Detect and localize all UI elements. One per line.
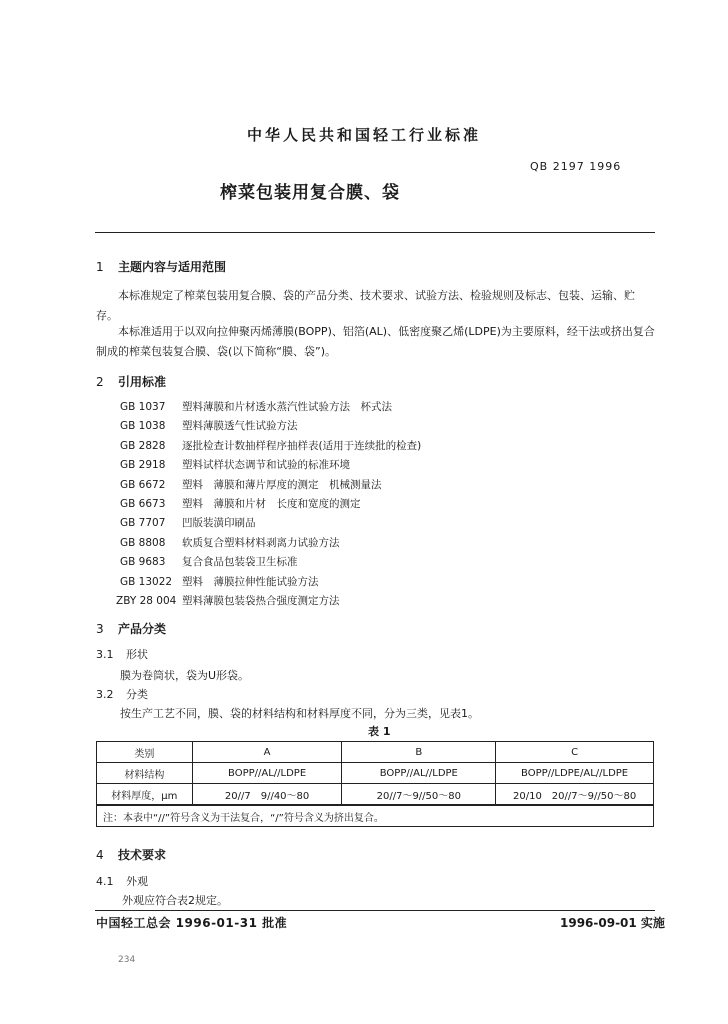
ref-code: GB 7707 — [120, 517, 166, 530]
list-item — [120, 398, 421, 417]
table-header-row — [97, 742, 654, 763]
ref-code: GB 1038 — [120, 420, 166, 433]
ref-code: ZBY 28 004 — [116, 595, 177, 608]
subsection-4-1-text: 外观应符合表2规定。 — [122, 894, 228, 907]
section-number: 2 — [96, 375, 104, 389]
ref-code: GB 2918 — [120, 459, 166, 472]
ref-code: GB 8808 — [120, 536, 166, 549]
table-header-cell: 类别 — [97, 742, 193, 763]
list-item — [116, 592, 421, 611]
table-cell: BOPP//AL//LDPE — [342, 763, 496, 784]
list-item — [120, 514, 421, 533]
subsection-number: 3.2 — [96, 688, 114, 701]
ref-title: 塑料 薄膜和片材 长度和宽度的测定 — [182, 498, 361, 511]
ref-code: GB 6673 — [120, 498, 166, 511]
ref-code: GB 6672 — [120, 478, 166, 491]
section-1-paragraph-2: 本标准适用于以双向拉伸聚丙烯薄膜(BOPP)、铝箔(AL)、低密度聚乙烯(LDPE)为主要原料，经干法或挤出复合制成的榨菜包装复合膜、袋(以下简称“膜、袋”)。 — [96, 325, 655, 358]
ref-title: 凹版装潢印刷品 — [182, 517, 256, 530]
subsection-3-2-heading — [96, 686, 148, 702]
table-caption: 表 1 — [368, 725, 391, 738]
subsection-4-1-heading — [96, 873, 148, 889]
classification-table — [96, 741, 654, 827]
referenced-standards-list — [116, 398, 422, 611]
ref-title: 塑料薄膜透气性试验方法 — [182, 420, 298, 433]
subsection-title: 分类 — [126, 688, 148, 701]
list-item — [120, 573, 421, 592]
section-number: 4 — [96, 848, 104, 862]
subsection-3-1-text: 膜为卷筒状，袋为U形袋。 — [120, 669, 250, 682]
subsection-3-2-text: 按生产工艺不同，膜、袋的材料结构和材料厚度不同，分为三类，见表1。 — [120, 707, 479, 720]
table-row — [97, 784, 654, 806]
list-item — [120, 495, 421, 514]
table-cell: BOPP//AL//LDPE — [192, 763, 342, 784]
table-note-row — [97, 805, 654, 827]
subsection-3-1-heading — [96, 646, 148, 662]
section-3-heading — [96, 620, 166, 637]
ref-code: GB 9683 — [120, 556, 166, 569]
table-header-cell: C — [496, 742, 654, 763]
section-number: 3 — [96, 622, 104, 636]
section-1-paragraph-1: 本标准规定了榨菜包装用复合膜、袋的产品分类、技术要求、试验方法、检验规则及标志、包装、运输、贮存。 — [96, 289, 635, 322]
table-header-cell: A — [192, 742, 342, 763]
ref-title: 逐批检查计数抽样程序抽样表(适用于连续批的检查) — [182, 439, 422, 452]
document-title: 榨菜包装用复合膜、袋 — [220, 183, 400, 203]
subsection-title: 外观 — [126, 875, 148, 888]
subsection-number: 4.1 — [96, 875, 114, 888]
list-item — [120, 456, 421, 475]
table-cell: 材料结构 — [97, 763, 193, 784]
table-cell: 20/10 20//7～9//50～80 — [496, 784, 654, 806]
table-cell: BOPP//LDPE/AL//LDPE — [496, 763, 654, 784]
section-1-heading — [96, 258, 226, 275]
section-title: 技术要求 — [118, 848, 167, 862]
list-item — [120, 417, 421, 436]
section-number: 1 — [96, 260, 104, 274]
section-title: 产品分类 — [118, 622, 167, 636]
list-item — [120, 476, 421, 495]
table-row — [97, 763, 654, 784]
ref-title: 软质复合塑料材料剥离力试验方法 — [182, 536, 340, 549]
ref-title: 塑料薄膜和片材透水蒸汽性试验方法 杯式法 — [182, 401, 392, 413]
list-item — [120, 553, 421, 572]
table-header-cell: B — [342, 742, 496, 763]
list-item — [120, 437, 421, 456]
table-cell: 材料厚度，μm — [97, 784, 193, 806]
table-cell: 20//7～9//50～80 — [342, 784, 496, 806]
ref-code: GB 1037 — [120, 401, 166, 413]
ref-code: GB 13022 — [120, 575, 173, 588]
table-cell: 20//7 9//40～80 — [192, 784, 342, 806]
section-title: 引用标准 — [118, 375, 167, 389]
approval-line: 中国轻工总会 1996-01-31 批准 — [96, 916, 288, 930]
list-item — [120, 534, 421, 553]
table-note: 注：本表中“//”符号含义为干法复合，“/”符号含义为挤出复合。 — [97, 805, 654, 827]
implementation-date: 1996-09-01 实施 — [560, 916, 665, 930]
subsection-number: 3.1 — [96, 648, 114, 661]
ref-code: GB 2828 — [120, 439, 166, 452]
ref-title: 塑料试样状态调节和试验的标准环境 — [182, 459, 350, 472]
standard-code: QB 2197 1996 — [530, 160, 622, 173]
ref-title: 塑料薄膜包装袋热合强度测定方法 — [182, 595, 340, 608]
ref-title: 复合食品包装袋卫生标准 — [182, 556, 298, 569]
section-title: 主题内容与适用范围 — [118, 260, 227, 274]
header-divider — [95, 232, 655, 233]
section-2-heading — [96, 373, 166, 390]
subsection-title: 形状 — [126, 648, 148, 661]
standard-category-title: 中华人民共和国轻工行业标准 — [246, 126, 481, 144]
footer-divider — [95, 910, 655, 911]
section-4-heading — [96, 846, 166, 863]
page-number: 234 — [118, 955, 136, 965]
ref-title: 塑料 薄膜拉伸性能试验方法 — [182, 575, 319, 588]
ref-title: 塑料 薄膜和薄片厚度的测定 机械测量法 — [182, 478, 382, 491]
